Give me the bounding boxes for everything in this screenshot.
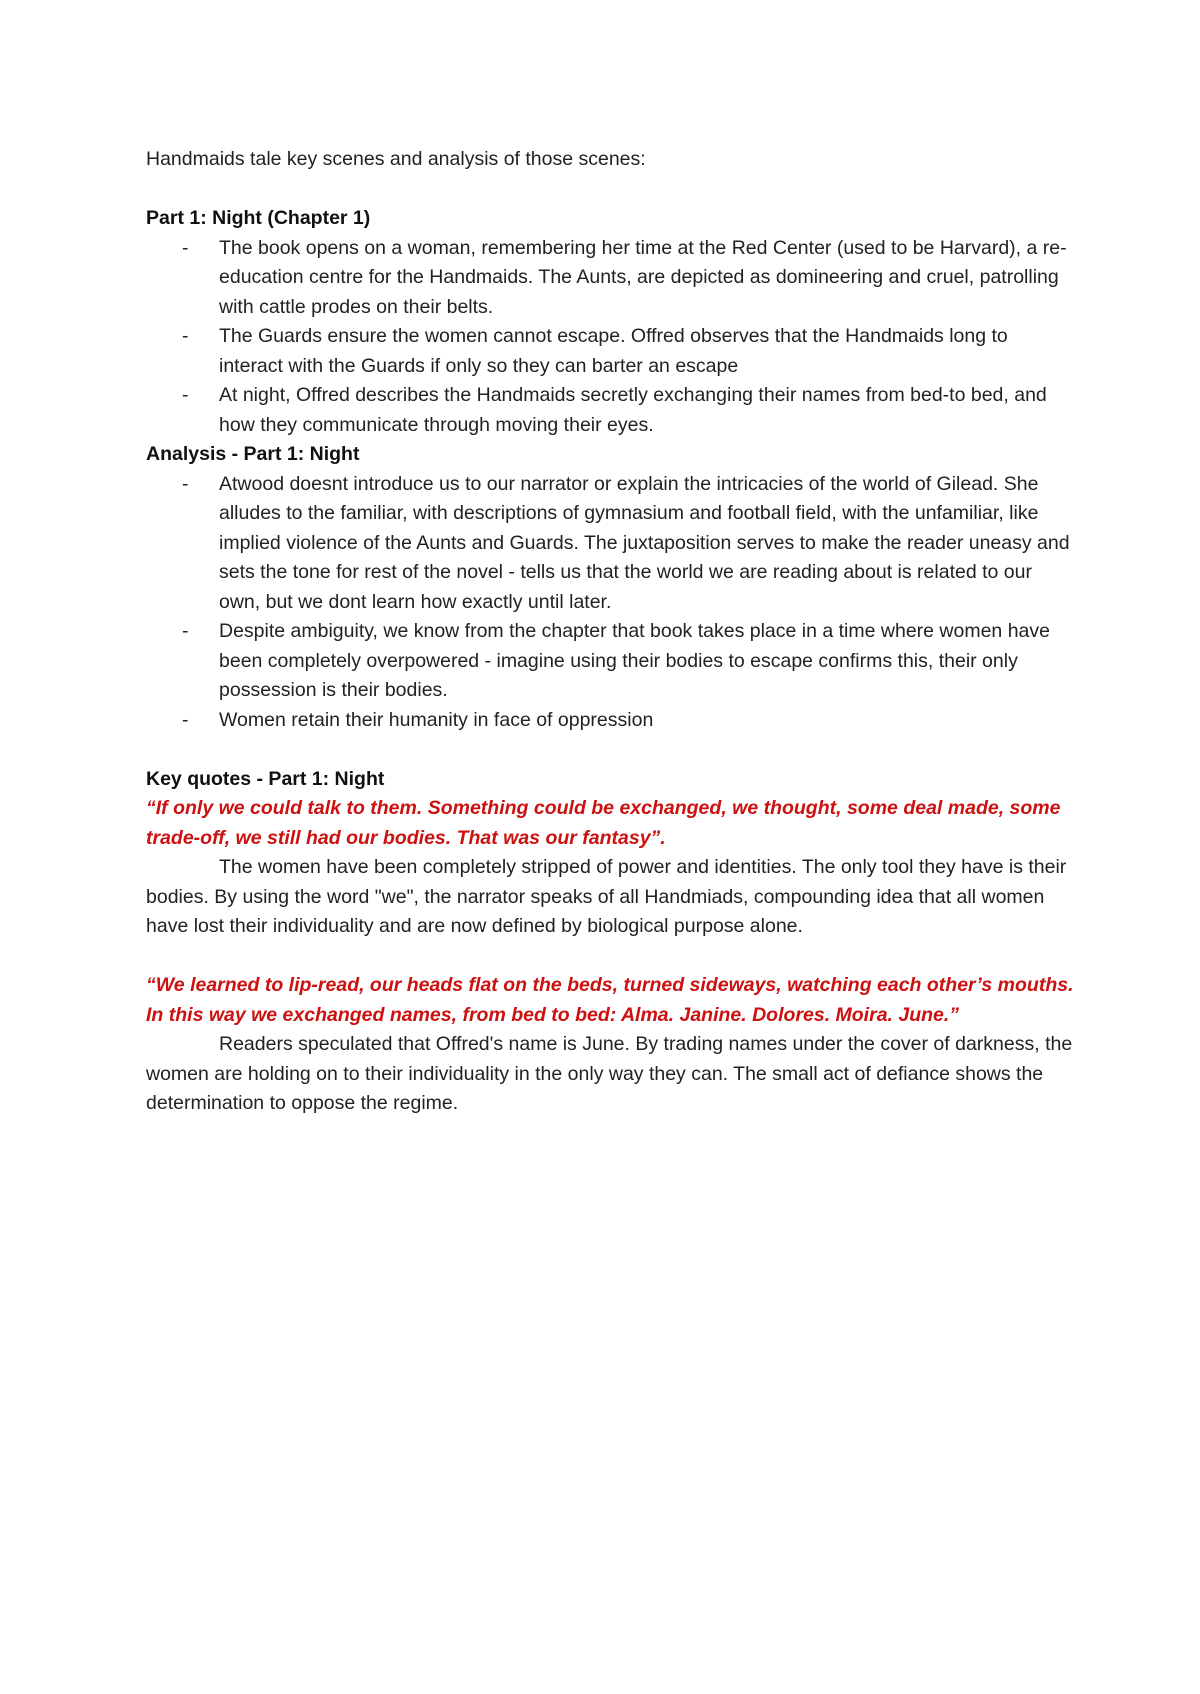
bullet-text: Women retain their humanity in face of oppression <box>219 708 654 731</box>
dash-bullet: - <box>182 620 189 642</box>
dash-bullet: - <box>182 708 189 731</box>
spacer <box>146 735 1076 765</box>
bullet-text: Atwood doesnt introduce us to our narrator or explain the intricacies of the world of Gilead. She alludes to the familiar, with descriptions of gymnasium and football field, with the unfamiliar, like implied violence of the Aunts and Guards. The juxtaposition serves to make the reader uneasy and sets the tone for rest of the novel - tells us that the world we are reading about is related to our own, but we dont learn how exactly until later. <box>219 472 1070 613</box>
part1-bullet-list <box>146 234 1076 441</box>
key-quotes-heading: Key quotes - Part 1: Night <box>146 767 385 790</box>
spacer <box>146 175 1076 205</box>
spacer <box>146 942 1076 972</box>
quote-2-commentary: Readers speculated that Offred's name is June. By trading names under the cover of darkness, the women are holding on to their individuality in the only way they can. The small act of defiance shows the determination to oppose the regime. <box>146 1033 1073 1114</box>
list-item <box>146 381 1076 440</box>
dash-bullet: - <box>182 236 189 259</box>
dash-bullet: - <box>182 384 189 406</box>
bullet-text: Despite ambiguity, we know from the chapter that book takes place in a time where women have been completely overpowered - imagine using their bodies to escape confirms this, their only possession is their bodies. <box>219 620 1050 701</box>
list-item <box>146 706 1076 736</box>
analysis-heading: Analysis - Part 1: Night <box>146 443 360 465</box>
key-quote-2: “We learned to lip-read, our heads flat on the beds, turned sideways, watching each other’s mouths. In this way we exchanged names, from bed to bed: Alma. Janine. Dolores. Moira. June.” <box>146 974 1074 1026</box>
list-item <box>146 617 1076 706</box>
list-item <box>146 234 1076 323</box>
dash-bullet: - <box>182 472 189 495</box>
quote-1-commentary: The women have been completely stripped of power and identities. The only tool they have is their bodies. By using the word "we", the narrator speaks of all Handmiads, compounding idea that all women have lost their individuality and are now defined by biological purpose alone. <box>146 856 1067 937</box>
key-quote-1: “If only we could talk to them. Something could be exchanged, we thought, some deal made, some trade-off, we still had our bodies. That was our fantasy”. <box>146 797 1061 849</box>
bullet-text: The book opens on a woman, remembering her time at the Red Center (used to be Harvard), a re-education centre for the Handmaids. The Aunts, are depicted as domineering and cruel, patrolling with cattle prodes on their belts. <box>219 236 1067 318</box>
list-item <box>146 322 1076 381</box>
document-page <box>146 145 1076 1119</box>
part1-heading: Part 1: Night (Chapter 1) <box>146 207 371 229</box>
analysis-bullet-list <box>146 470 1076 736</box>
bullet-text: The Guards ensure the women cannot escape. Offred observes that the Handmaids long to interact with the Guards if only so they can barter an escape <box>219 325 1008 377</box>
document-title: Handmaids tale key scenes and analysis of those scenes: <box>146 148 646 170</box>
list-item <box>146 470 1076 618</box>
dash-bullet: - <box>182 325 189 347</box>
bullet-text: At night, Offred describes the Handmaids secretly exchanging their names from bed-to bed, and how they communicate through moving their eyes. <box>219 384 1047 436</box>
